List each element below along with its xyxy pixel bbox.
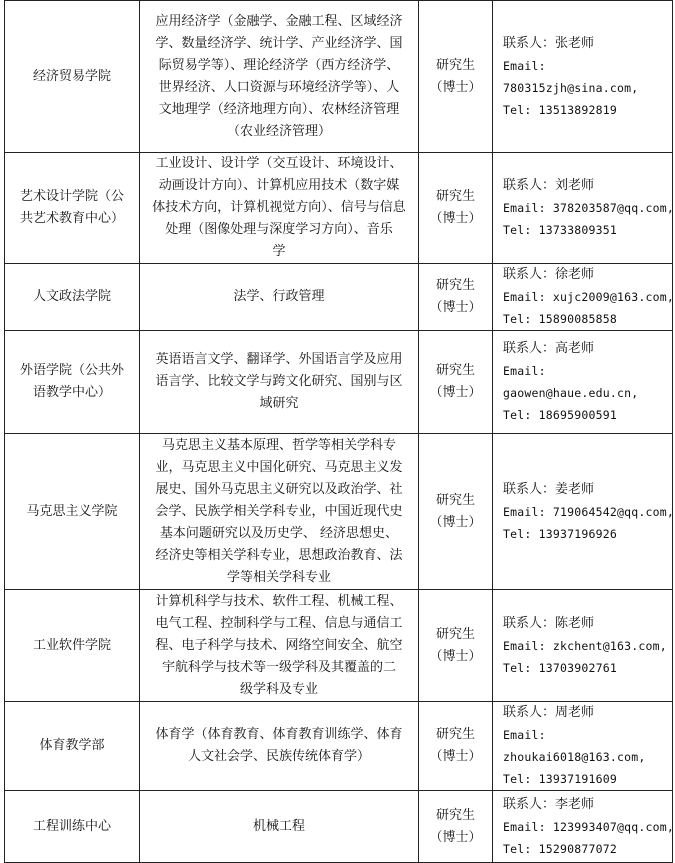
degree-level: 研究生	[435, 492, 475, 508]
major-text: 程、电子科学与技术、网络空间安全、航空	[155, 637, 403, 653]
degree-level: （博士）	[429, 300, 482, 315]
table-row	[5, 434, 673, 590]
major-text: 处理（图像处理与深度学习方向）、音乐	[165, 222, 393, 237]
department-name: 经济贸易学院	[32, 68, 111, 84]
contact-person: 联系人：徐老师	[503, 267, 595, 282]
degree-level-cell	[419, 434, 493, 590]
degree-level: （博士）	[429, 211, 482, 226]
department-cell	[5, 791, 140, 863]
major-text: 宇航科学与技术等一级学科及其覆盖的二	[161, 659, 396, 675]
recruitment-table	[4, 0, 673, 863]
major-text: （农业经济管理）	[226, 123, 331, 139]
degree-level: 研究生	[435, 626, 475, 642]
department-cell	[5, 153, 140, 264]
degree-level: （博士）	[429, 829, 482, 845]
degree-level-cell	[419, 590, 493, 702]
department-name: 体育教学部	[39, 738, 105, 753]
contact-phone: Tel: 18695900591	[503, 408, 617, 422]
degree-level: （博士）	[429, 749, 482, 764]
major-cell	[140, 702, 419, 791]
department-name: 共艺术教育中心）	[19, 211, 124, 226]
major-text: 英语语言文学、翻译学、外国语言学及应用	[155, 352, 403, 367]
department-cell	[5, 331, 140, 434]
contact-email: Email:	[503, 58, 546, 73]
department-name: 马克思主义学院	[26, 503, 118, 519]
contact-cell	[493, 331, 673, 434]
major-text: 业，马克思主义中国化研究、马克思主义发	[155, 459, 403, 475]
department-cell	[5, 264, 140, 331]
degree-level: （博士）	[429, 385, 482, 400]
contact-person: 联系人：张老师	[503, 35, 595, 51]
degree-level: 研究生	[435, 727, 475, 742]
degree-level-cell	[419, 1, 493, 153]
department-name: 语教学中心）	[32, 385, 111, 400]
degree-level: 研究生	[435, 189, 475, 204]
table-row	[5, 702, 673, 791]
major-text: 学等相关学科专业	[226, 569, 331, 585]
table-row	[5, 1, 673, 153]
contact-person: 联系人：李老师	[503, 796, 595, 812]
contact-email: Email:	[503, 728, 546, 742]
major-text: 基本问题研究以及历史学、 经济思想史、	[159, 525, 399, 541]
contact-person: 联系人：刘老师	[503, 178, 595, 193]
major-text: 人文社会学、民族传统体育学）	[187, 749, 370, 764]
major-text: 世界经济、人口资源与环境经济学等）、人	[158, 79, 400, 95]
department-name: 艺术设计学院（公	[19, 189, 124, 204]
major-text: 会学、民族学相关学科专业，中国近现代史	[155, 503, 403, 519]
contact-person: 联系人：高老师	[503, 341, 595, 356]
contact-cell	[493, 791, 673, 863]
major-text: 学	[272, 244, 286, 259]
contact-email: 780315zjh@sina.com,	[503, 80, 639, 95]
degree-level-cell	[419, 791, 493, 863]
department-name: 人文政法学院	[32, 289, 111, 304]
contact-person: 联系人：陈老师	[503, 615, 595, 631]
contact-phone: Tel: 13703902761	[503, 660, 617, 675]
degree-level-cell	[419, 702, 493, 791]
major-text: 语言学、比较文学与跨文化研究、国别与区	[155, 374, 403, 389]
major-cell	[140, 331, 419, 434]
major-text: 体技术方向，计算机视觉方向）、信号与信息	[152, 200, 406, 215]
major-text: 际贸易学等）、理论经济学（西方经济学、	[158, 57, 400, 73]
major-text: 动画设计方向）、计算机应用技术（数字媒	[158, 178, 400, 193]
table-row	[5, 331, 673, 434]
contact-cell	[493, 1, 673, 153]
contact-phone: Tel: 13733809351	[503, 223, 617, 237]
contact-person: 联系人：姜老师	[503, 481, 595, 497]
major-text: 文地理学（经济地理方向）、农林经济管理	[158, 101, 400, 117]
major-text: 应用经济学（金融学、金融工程、区域经济	[155, 13, 403, 29]
degree-level-cell	[419, 331, 493, 434]
contact-email: Email: xujc2009@163.com,	[503, 290, 674, 304]
contact-cell	[493, 153, 673, 264]
major-text: 体育学（体育教育、体育教育训练学、体育	[155, 727, 403, 742]
degree-level: （博士）	[429, 648, 482, 664]
contact-phone: Tel: 13937196926	[503, 526, 617, 541]
contact-email: Email: 378203587@qq.com,	[503, 201, 674, 215]
department-cell	[5, 590, 140, 702]
contact-email: zhoukai6018@163.com,	[503, 750, 646, 764]
major-text: 马克思主义基本原理、哲学等相关学科专	[161, 437, 396, 453]
contact-email: Email: zkchent@163.com,	[503, 638, 667, 653]
contact-cell	[493, 702, 673, 791]
major-text: 工业设计、设计学（交互设计、环境设计、	[155, 156, 403, 171]
department-name: 外语学院（公共外	[19, 363, 124, 378]
major-cell	[140, 1, 419, 153]
table-row	[5, 590, 673, 702]
major-text: 域研究	[259, 396, 299, 411]
department-name: 工业软件学院	[32, 637, 111, 653]
table-row	[5, 264, 673, 331]
contact-phone: Tel: 13937191609	[503, 772, 617, 786]
table-body	[5, 1, 673, 863]
contact-phone: Tel: 15290877072	[503, 841, 617, 856]
major-text: 学、数量经济学、统计学、产业经济学、国	[155, 35, 403, 51]
major-text: 电气工程、控制科学与工程、信息与通信工	[155, 615, 403, 631]
major-text: 计算机科学与技术、软件工程、机械工程、	[155, 593, 403, 609]
major-cell	[140, 791, 419, 863]
contact-email: Email: 123993407@qq.com,	[503, 819, 674, 834]
contact-email: Email: 719064542@qq.com,	[503, 504, 674, 519]
department-cell	[5, 434, 140, 590]
degree-level: （博士）	[429, 514, 482, 530]
contact-email: gaowen@haue.edu.cn,	[503, 386, 639, 400]
major-cell	[140, 264, 419, 331]
degree-level: 研究生	[435, 278, 475, 293]
contact-person: 联系人：周老师	[503, 705, 595, 720]
degree-level-cell	[419, 264, 493, 331]
major-text: 级学科及专业	[239, 681, 318, 697]
degree-level: 研究生	[435, 807, 475, 823]
department-cell	[5, 702, 140, 791]
major-text: 法学、行政管理	[233, 289, 325, 304]
major-text: 展史、国外马克思主义研究以及政治学、社	[155, 481, 403, 497]
major-cell	[140, 153, 419, 264]
degree-level: （博士）	[429, 79, 482, 95]
department-name: 工程训练中心	[32, 818, 111, 834]
major-cell	[140, 590, 419, 702]
contact-cell	[493, 590, 673, 702]
major-text: 机械工程	[252, 818, 305, 834]
table-row	[5, 791, 673, 863]
degree-level: 研究生	[435, 363, 475, 378]
table-row	[5, 153, 673, 264]
degree-level: 研究生	[435, 57, 475, 73]
contact-phone: Tel: 15890085858	[503, 312, 617, 326]
contact-cell	[493, 434, 673, 590]
major-cell	[140, 434, 419, 590]
contact-cell	[493, 264, 673, 331]
contact-email: Email:	[503, 364, 546, 378]
major-text: 经济史等相关学科专业，思想政治教育、法	[155, 547, 403, 563]
degree-level-cell	[419, 153, 493, 264]
department-cell	[5, 1, 140, 153]
contact-phone: Tel: 13513892819	[503, 102, 617, 117]
